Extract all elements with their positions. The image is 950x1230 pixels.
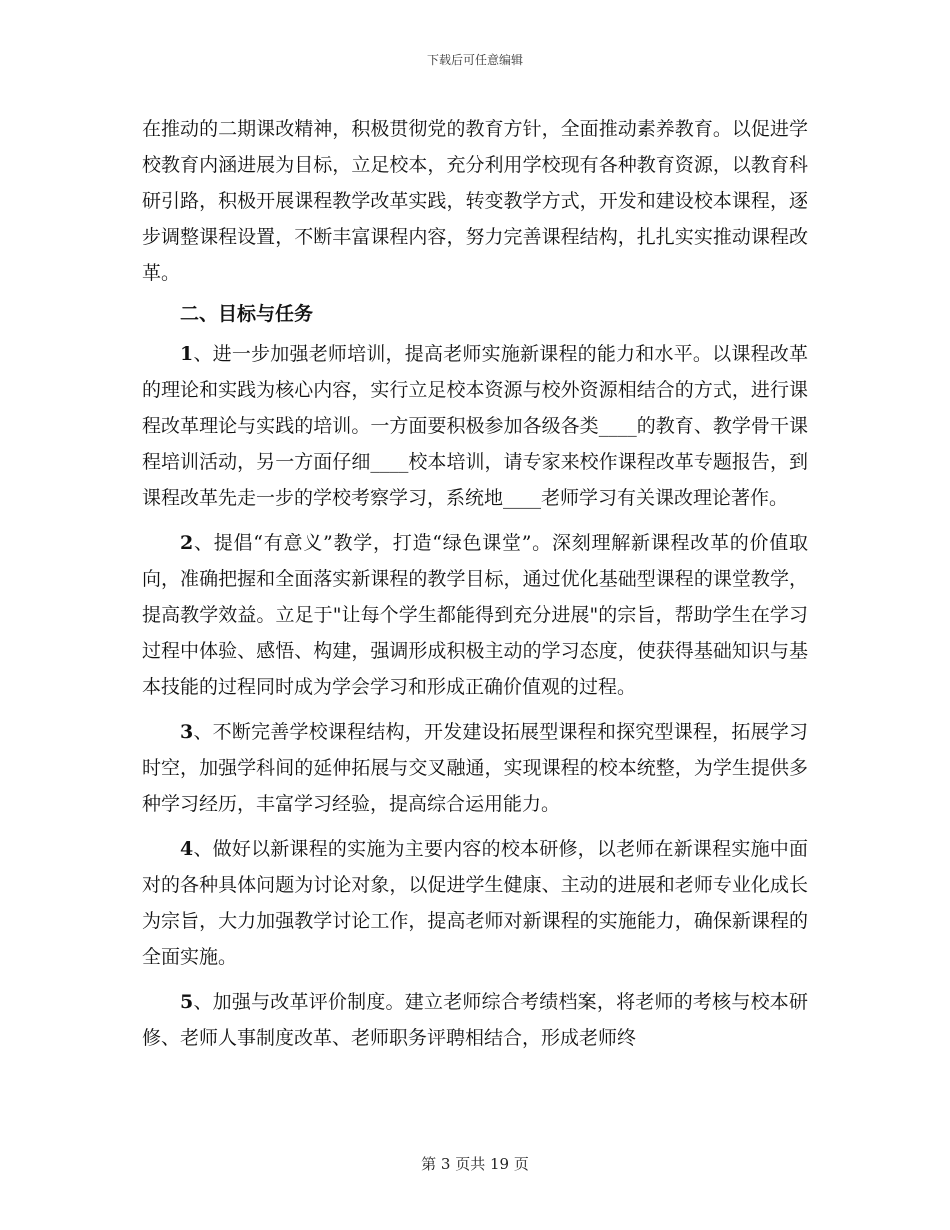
page-footer bbox=[0, 1154, 950, 1174]
list-item-3 bbox=[142, 714, 808, 822]
list-item-1 bbox=[142, 336, 808, 516]
item-text: 、加强与改革评价制度。建立老师综合考绩档案，将老师的考核与校本研修、老师人事制度改革、老师职务评聘相结合，形成老师终 bbox=[142, 991, 808, 1049]
list-item-5 bbox=[142, 984, 808, 1056]
section-heading: 二、目标与任务 bbox=[180, 303, 314, 325]
item-number: 3 bbox=[180, 721, 194, 743]
list-item-2 bbox=[142, 525, 808, 705]
document-body bbox=[142, 111, 808, 1056]
page-header bbox=[0, 52, 950, 68]
item-text: 、进一步加强老师培训，提高老师实施新课程的能力和水平。以课程改革的理论和实践为核心内容，实行立足校本资源与校外资源相结合的方式，进行课程改革理论与实践的培训。一方面要积极参加各级各类____的教育、教学骨干课程培训活动，另一方面仔细____校本培训，请专家来校作课程改革专题报告，到课程改革先走一步的学校考察学习，系统地____老师学习有关课改理论著作。 bbox=[142, 343, 808, 509]
item-number: 5 bbox=[180, 991, 194, 1013]
item-text: 、不断完善学校课程结构，开发建设拓展型课程和探究型课程，拓展学习时空，加强学科间的延伸拓展与交叉融通，实现课程的校本统整，为学生提供多种学习经历，丰富学习经验，提高综合运用能力。 bbox=[142, 721, 808, 815]
page-number: 第 3 页共 19 页 bbox=[421, 1155, 529, 1173]
item-text: 、提倡“有意义”教学，打造“绿色课堂”。深刻理解新课程改革的价值取向，准确把握和全面落实新课程的教学目标，通过优化基础型课程的课堂教学，提高教学效益。立足于"让每个学生都能得到充分进展"的宗旨，帮助学生在学习过程中体验、感悟、构建，强调形成积极主动的学习态度，使获得基础知识与基本技能的过程同时成为学会学习和形成正确价值观的过程。 bbox=[142, 532, 808, 698]
item-number: 1 bbox=[180, 343, 194, 365]
intro-paragraph: 在推动的二期课改精神，积极贯彻党的教育方针，全面推动素养教育。以促进学校教育内涵进展为目标，立足校本，充分利用学校现有各种教育资源，以教育科研引路，积极开展课程教学改革实践，转变教学方式，开发和建设校本课程，逐步调整课程设置，不断丰富课程内容，努力完善课程结构，扎扎实实推动课程改革。 bbox=[142, 118, 808, 284]
list-item-4 bbox=[142, 831, 808, 975]
item-number: 4 bbox=[180, 838, 194, 860]
header-text: 下载后可任意编辑 bbox=[426, 53, 523, 67]
item-number: 2 bbox=[180, 532, 194, 554]
item-text: 、做好以新课程的实施为主要内容的校本研修，以老师在新课程实施中面对的各种具体问题为讨论对象，以促进学生健康、主动的进展和老师专业化成长为宗旨，大力加强教学讨论工作，提高老师对新课程的实施能力，确保新课程的全面实施。 bbox=[142, 838, 808, 968]
